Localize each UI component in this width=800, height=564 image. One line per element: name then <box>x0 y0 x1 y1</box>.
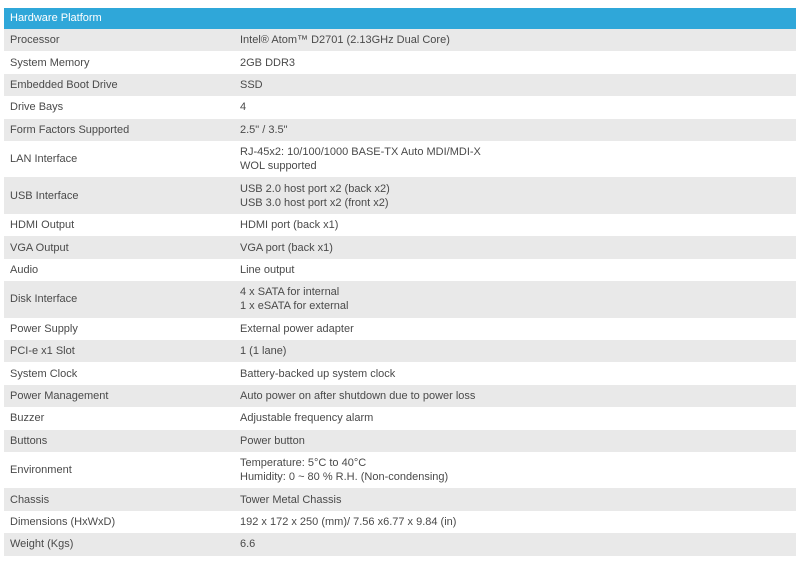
spec-value <box>240 407 796 429</box>
spec-value <box>240 318 796 340</box>
table-row <box>4 362 796 384</box>
spec-value-line: Temperature: 5°C to 40°C <box>240 457 367 470</box>
spec-value <box>240 141 796 178</box>
table-row <box>4 74 796 96</box>
spec-value <box>240 259 796 281</box>
table-row <box>4 340 796 362</box>
spec-value-line: 1 (1 lane) <box>240 345 287 358</box>
spec-value-line: 4 x SATA for internal <box>240 286 340 299</box>
spec-value <box>240 385 796 407</box>
spec-value-line: Battery-backed up system clock <box>240 367 396 380</box>
spec-value-line: USB 2.0 host port x2 (back x2) <box>240 182 390 195</box>
spec-value-line: WOL supported <box>240 160 317 173</box>
spec-value-line: Auto power on after shutdown due to power loss <box>240 389 476 402</box>
spec-value-line: Intel® Atom™ D2701 (2.13GHz Dual Core) <box>240 34 450 47</box>
spec-value <box>240 74 796 96</box>
spec-value <box>240 452 796 489</box>
spec-label: Chassis <box>10 493 50 506</box>
spec-value-line: 192 x 172 x 250 (mm)/ 7.56 x6.77 x 9.84 (in) <box>240 516 457 529</box>
table-row <box>4 236 796 258</box>
spec-label: Power Supply <box>10 322 78 335</box>
spec-value-line: 1 x eSATA for external <box>240 300 349 313</box>
spec-value-line: USB 3.0 host port x2 (front x2) <box>240 196 389 209</box>
spec-value <box>240 511 796 533</box>
spec-label: Power Management <box>10 389 109 402</box>
spec-label: HDMI Output <box>10 219 75 232</box>
spec-value <box>240 533 796 555</box>
spec-value <box>240 119 796 141</box>
spec-value-line: 4 <box>240 101 247 114</box>
spec-value <box>240 236 796 258</box>
table-row <box>4 29 796 51</box>
table-row <box>4 318 796 340</box>
table-row <box>4 511 796 533</box>
spec-value-line: Tower Metal Chassis <box>240 493 342 506</box>
spec-value-line: Power button <box>240 434 305 447</box>
spec-label: Buzzer <box>10 412 45 425</box>
spec-label: Dimensions (HxWxD) <box>10 516 116 529</box>
table-row <box>4 385 796 407</box>
spec-table <box>4 8 796 556</box>
spec-value <box>240 362 796 384</box>
spec-label: Drive Bays <box>10 101 64 114</box>
table-header: Hardware Platform <box>4 8 796 29</box>
spec-value-line: 2GB DDR3 <box>240 56 296 69</box>
spec-label: Environment <box>10 464 72 477</box>
spec-label: VGA Output <box>10 241 69 254</box>
spec-value <box>240 51 796 73</box>
spec-value <box>240 96 796 118</box>
table-row <box>4 141 796 178</box>
spec-value-line: HDMI port (back x1) <box>240 219 339 232</box>
spec-label: Disk Interface <box>10 293 78 306</box>
table-row <box>4 51 796 73</box>
table-row <box>4 407 796 429</box>
table-row <box>4 281 796 318</box>
spec-label: System Memory <box>10 56 90 69</box>
spec-value-line: VGA port (back x1) <box>240 241 333 254</box>
table-row <box>4 488 796 510</box>
spec-value-line: RJ-45x2: 10/100/1000 BASE-TX Auto MDI/MDI-X <box>240 146 481 159</box>
spec-label: Processor <box>10 34 60 47</box>
spec-value-line: 2.5" / 3.5" <box>240 123 288 136</box>
table-row <box>4 119 796 141</box>
spec-value-line: Line output <box>240 263 295 276</box>
spec-label: Form Factors Supported <box>10 123 130 136</box>
spec-value <box>240 214 796 236</box>
spec-value <box>240 281 796 318</box>
table-row <box>4 430 796 452</box>
table-row <box>4 452 796 489</box>
spec-value-line: 6.6 <box>240 538 256 551</box>
spec-label: System Clock <box>10 367 78 380</box>
spec-value-line: SSD <box>240 78 263 91</box>
table-row <box>4 214 796 236</box>
spec-label: USB Interface <box>10 189 79 202</box>
spec-value <box>240 177 796 214</box>
spec-label: PCI-e x1 Slot <box>10 345 75 358</box>
spec-label: LAN Interface <box>10 153 78 166</box>
table-row <box>4 259 796 281</box>
spec-label: Embedded Boot Drive <box>10 78 118 91</box>
table-row <box>4 96 796 118</box>
spec-value-line: External power adapter <box>240 322 354 335</box>
spec-label: Buttons <box>10 434 48 447</box>
spec-value <box>240 340 796 362</box>
spec-label: Weight (Kgs) <box>10 538 74 551</box>
spec-value-line: Humidity: 0 ~ 80 % R.H. (Non-condensing) <box>240 471 449 484</box>
table-row <box>4 177 796 214</box>
table-row <box>4 533 796 555</box>
spec-value <box>240 430 796 452</box>
spec-value-line: Adjustable frequency alarm <box>240 412 374 425</box>
table-body <box>4 29 796 556</box>
spec-value <box>240 29 796 51</box>
spec-label: Audio <box>10 263 39 276</box>
spec-value <box>240 488 796 510</box>
